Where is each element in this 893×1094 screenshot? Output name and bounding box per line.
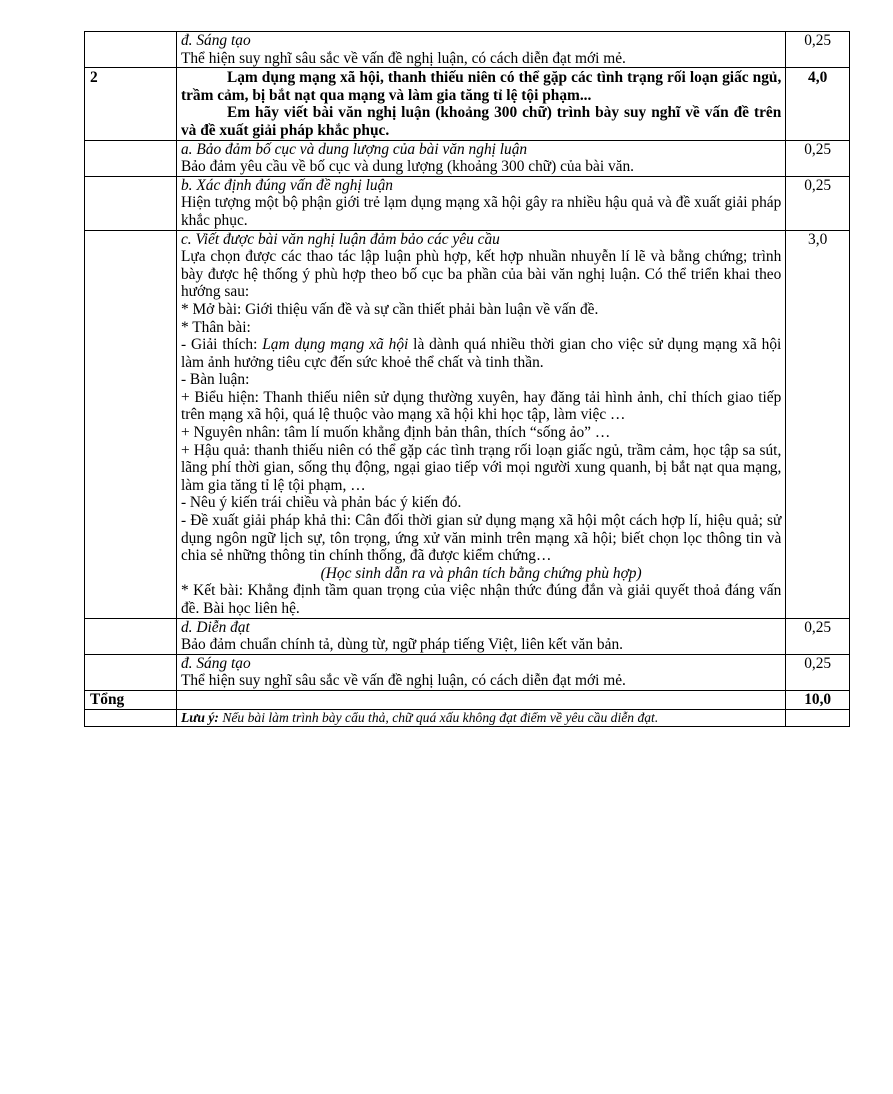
criterion-cell bbox=[176, 140, 785, 176]
table-row bbox=[85, 32, 850, 68]
text-span: là dành quá nhiều thời gian cho việc sử dụng mạng xã hội làm ảnh hưởng tiêu cực đến sức khoẻ thể chất và tinh thần. bbox=[180, 336, 782, 371]
question-cell bbox=[85, 709, 177, 726]
score-cell: 0,25 bbox=[786, 140, 850, 176]
score-cell: 0,25 bbox=[786, 618, 850, 654]
criterion-cell bbox=[176, 618, 785, 654]
scoring-rubric-page bbox=[84, 31, 850, 727]
score-cell: 0,25 bbox=[786, 654, 850, 690]
criterion-title: b. Xác định đúng vấn đề nghị luận bbox=[180, 176, 393, 194]
score-cell: 3,0 bbox=[786, 230, 850, 618]
score-cell bbox=[786, 709, 850, 726]
question-cell bbox=[85, 176, 177, 230]
note-label: Lưu ý: bbox=[180, 709, 219, 725]
table-row bbox=[85, 654, 850, 690]
question-cell bbox=[85, 230, 177, 618]
table-row bbox=[85, 709, 850, 726]
table-row bbox=[85, 140, 850, 176]
question-cell bbox=[85, 654, 177, 690]
criterion-title: d. Diễn đạt bbox=[180, 618, 250, 636]
rubric-table bbox=[84, 31, 850, 727]
total-label: Tổng bbox=[85, 690, 177, 709]
question-cell bbox=[85, 618, 177, 654]
note-cell bbox=[176, 709, 785, 726]
table-row bbox=[85, 230, 850, 618]
criterion-cell bbox=[176, 654, 785, 690]
criterion-text: - Đề xuất giải pháp khả thi: Cân đối thời gian sử dụng mạng xã hội một cách hợp lí, hiệu quả; sử dụng ngôn ngữ lịch sự, tôn trọng, ứng xử văn minh trên mạng xã hội; biết chọn lọc thông tin và chia sẻ những thông tin chính thống, đã được kiểm chứng… bbox=[180, 512, 782, 565]
criterion-text: Hiện tượng một bộ phận giới trẻ lạm dụng mạng xã hội gây ra nhiều hậu quả và đề xuất giải pháp khắc phục. bbox=[180, 194, 782, 229]
question-prompt bbox=[176, 68, 785, 140]
table-row bbox=[85, 618, 850, 654]
score-cell: 0,25 bbox=[786, 176, 850, 230]
criterion-text: + Biểu hiện: Thanh thiếu niên sử dụng thường xuyên, hay đăng tải hình ảnh, chỉ thích giao tiếp trên mạng xã hội, quá lệ thuộc vào mạng xã hội khi học tập, làm việc … bbox=[180, 388, 782, 424]
table-row bbox=[85, 68, 850, 140]
prompt-paragraph: Em hãy viết bài văn nghị luận (khoảng 300 chữ) trình bày suy nghĩ về vấn đề trên và đề xuất giải pháp khắc phục. bbox=[180, 104, 782, 139]
table-row bbox=[85, 176, 850, 230]
question-cell bbox=[85, 32, 177, 68]
criterion-text: * Mở bài: Giới thiệu vấn đề và sự cần thiết phải bàn luận về vấn đề. bbox=[180, 300, 599, 318]
criterion-text: * Thân bài: bbox=[180, 318, 251, 336]
total-empty-cell bbox=[176, 690, 785, 709]
criterion-title: đ. Sáng tạo bbox=[180, 32, 251, 49]
score-cell: 4,0 bbox=[786, 68, 850, 140]
criterion-text: * Kết bài: Khẳng định tầm quan trọng của việc nhận thức đúng đắn và giải quyết thoả đáng vấn đề. Bài học liên hệ. bbox=[180, 582, 782, 617]
criterion-text: Bảo đảm chuẩn chính tả, dùng từ, ngữ pháp tiếng Việt, liên kết văn bản. bbox=[180, 636, 623, 654]
criterion-cell bbox=[176, 32, 785, 68]
criterion-text: - Bàn luận: bbox=[180, 371, 250, 389]
question-cell bbox=[85, 140, 177, 176]
table-row bbox=[85, 690, 850, 709]
criterion-text: Thể hiện suy nghĩ sâu sắc về vấn đề nghị luận, có cách diễn đạt mới mẻ. bbox=[180, 49, 626, 67]
criterion-text: Lựa chọn được các thao tác lập luận phù hợp, kết hợp nhuần nhuyễn lí lẽ và bằng chứng; trình bày được hệ thống ý phù hợp theo bố cục ba phần của bài văn nghị luận. Có thể triển khai theo hướng sau: bbox=[180, 248, 782, 301]
criterion-text: Thể hiện suy nghĩ sâu sắc về vấn đề nghị luận, có cách diễn đạt mới mẻ. bbox=[180, 672, 626, 690]
score-cell: 0,25 bbox=[786, 32, 850, 68]
criterion-text: + Hậu quả: thanh thiếu niên có thể gặp các tình trạng rối loạn giấc ngủ, trầm cảm, học tập sa sút, lãng phí thời gian, sống thụ động, ngại giao tiếp với mọi người xung quanh, bị bắt nạt qua mạng, làm gia tăng tỉ lệ tội phạm, … bbox=[180, 441, 782, 494]
criterion-title: đ. Sáng tạo bbox=[180, 654, 251, 672]
criterion-text: Bảo đảm yêu cầu về bố cục và dung lượng (khoảng 300 chữ) của bài văn. bbox=[180, 158, 635, 176]
criterion-title: a. Bảo đảm bố cục và dung lượng của bài văn nghị luận bbox=[180, 140, 528, 158]
criterion-text: + Nguyên nhân: tâm lí muốn khẳng định bản thân, thích “sống ảo” … bbox=[180, 424, 611, 442]
note-text: Nếu bài làm trình bày cẩu thả, chữ quá xấu không đạt điểm về yêu cầu diễn đạt. bbox=[218, 709, 659, 725]
prompt-paragraph: Lạm dụng mạng xã hội, thanh thiếu niên có thể gặp các tình trạng rối loạn giấc ngủ, trầm cảm, bị bắt nạt qua mạng và làm gia tăng tỉ lệ tội phạm... bbox=[180, 69, 782, 104]
criterion-text bbox=[181, 336, 781, 371]
criterion-cell bbox=[176, 176, 785, 230]
question-number: 2 bbox=[85, 68, 177, 140]
text-span: - Giải thích: bbox=[180, 336, 263, 354]
criterion-cell bbox=[176, 230, 785, 618]
total-score: 10,0 bbox=[786, 690, 850, 709]
criterion-title: c. Viết được bài văn nghị luận đảm bảo các yêu cầu bbox=[180, 230, 500, 248]
criterion-note: (Học sinh dẫn ra và phân tích bằng chứng phù hợp) bbox=[320, 564, 642, 582]
criterion-text: - Nêu ý kiến trái chiều và phản bác ý kiến đó. bbox=[180, 494, 462, 512]
italic-term: Lạm dụng mạng xã hội bbox=[262, 336, 409, 354]
